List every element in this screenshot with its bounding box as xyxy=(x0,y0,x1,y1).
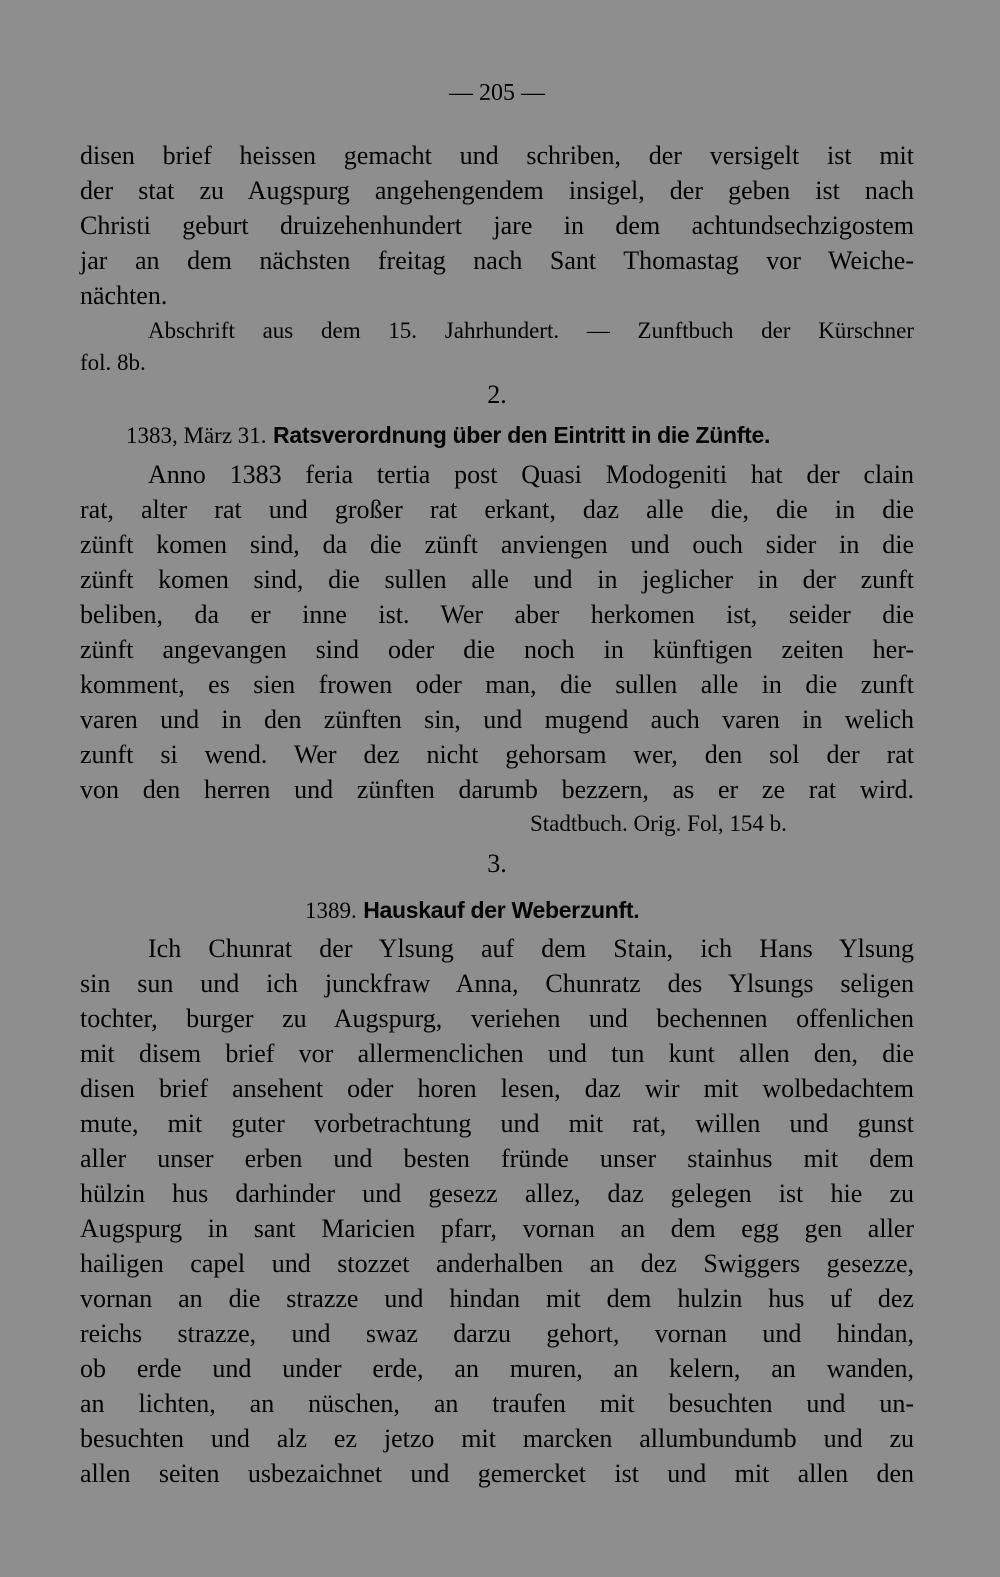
text-line: mit disem brief vor allermenclichen und tun kunt allen den, die xyxy=(80,1039,914,1068)
text-line: von den herren und zünften darumb bezzern, as er ze rat wird. xyxy=(80,775,914,804)
heading-date: 1389. xyxy=(305,898,357,923)
text-line: zünft komen sind, da die zünft anviengen und ouch sider in die xyxy=(80,530,914,559)
text-line: an lichten, an nüschen, an traufen mit besuchten und un- xyxy=(80,1389,914,1418)
text-line: nächten. xyxy=(80,281,168,310)
heading-date: 1383, März 31. xyxy=(126,423,267,448)
section-heading xyxy=(126,418,926,453)
text-line: zünft komen sind, die sullen alle und in jeglicher in der zunft xyxy=(80,565,914,594)
text-line: mute, mit guter vorbetrachtung und mit rat, willen und gunst xyxy=(80,1109,914,1138)
section-number: 3. xyxy=(487,849,507,878)
text-line: rat, alter rat und großer rat erkant, daz alle die, die in die xyxy=(80,495,914,524)
page-number: — 205 — xyxy=(449,80,545,106)
text-line: Augspurg in sant Maricien pfarr, vornan an dem egg gen aller xyxy=(80,1214,914,1243)
text-line: zünft angevangen sind oder die noch in künftigen zeiten her- xyxy=(80,635,914,664)
text-line: disen brief heissen gemacht und schriben, der versigelt ist mit xyxy=(80,141,914,170)
text-line: besuchten und alz ez jetzo mit marcken allumbundumb und zu xyxy=(80,1424,914,1453)
text-line: vornan an die strazze und hindan mit dem hulzin hus uf dez xyxy=(80,1284,914,1313)
text-line: komment, es sien frowen oder man, die sullen alle in die zunft xyxy=(80,670,914,699)
source-note: Stadtbuch. Orig. Fol, 154 b. xyxy=(530,811,787,836)
source-note: Abschrift aus dem 15. Jahrhundert. — Zunftbuch der Kürschner xyxy=(148,318,914,343)
text-line: varen und in den zünften sin, und mugend auch varen in welich xyxy=(80,705,914,734)
text-line: Ich Chunrat der Ylsung auf dem Stain, ich Hans Ylsung xyxy=(148,934,914,963)
text-line: tochter, burger zu Augspurg, veriehen und bechennen offenlichen xyxy=(80,1004,914,1033)
text-line: reichs strazze, und swaz darzu gehort, vornan und hindan, xyxy=(80,1319,914,1348)
source-note: fol. 8b. xyxy=(80,350,146,375)
text-line: sin sun und ich junckfraw Anna, Chunratz des Ylsungs seligen xyxy=(80,969,914,998)
heading-title: Ratsverordnung über den Eintritt in die Zünfte. xyxy=(273,422,771,448)
text-line: ob erde und under erde, an muren, an kelern, an wanden, xyxy=(80,1354,914,1383)
text-line: disen brief ansehent oder horen lesen, daz wir mit wolbedachtem xyxy=(80,1074,914,1103)
text-line: Anno 1383 feria tertia post Quasi Modogeniti hat der clain xyxy=(148,460,914,489)
section-heading xyxy=(305,893,805,928)
text-line: allen seiten usbezaichnet und gemercket ist und mit allen den xyxy=(80,1459,914,1488)
text-line: beliben, da er inne ist. Wer aber herkomen ist, seider die xyxy=(80,600,914,629)
text-line: hülzin hus darhinder und gesezz allez, daz gelegen ist hie zu xyxy=(80,1179,914,1208)
text-line: hailigen capel und stozzet anderhalben an dez Swiggers gesezze, xyxy=(80,1249,914,1278)
heading-title: Hauskauf der Weberzunft. xyxy=(363,897,640,923)
text-line: Christi geburt druizehenhundert jare in dem achtundsechzigostem xyxy=(80,211,914,240)
text-line: zunft si wend. Wer dez nicht gehorsam wer, den sol der rat xyxy=(80,740,914,769)
section-number: 2. xyxy=(487,380,507,409)
text-line: jar an dem nächsten freitag nach Sant Thomastag vor Weiche- xyxy=(80,246,914,275)
text-line: der stat zu Augspurg angehengendem insigel, der geben ist nach xyxy=(80,176,914,205)
text-line: aller unser erben und besten fründe unser stainhus mit dem xyxy=(80,1144,914,1173)
